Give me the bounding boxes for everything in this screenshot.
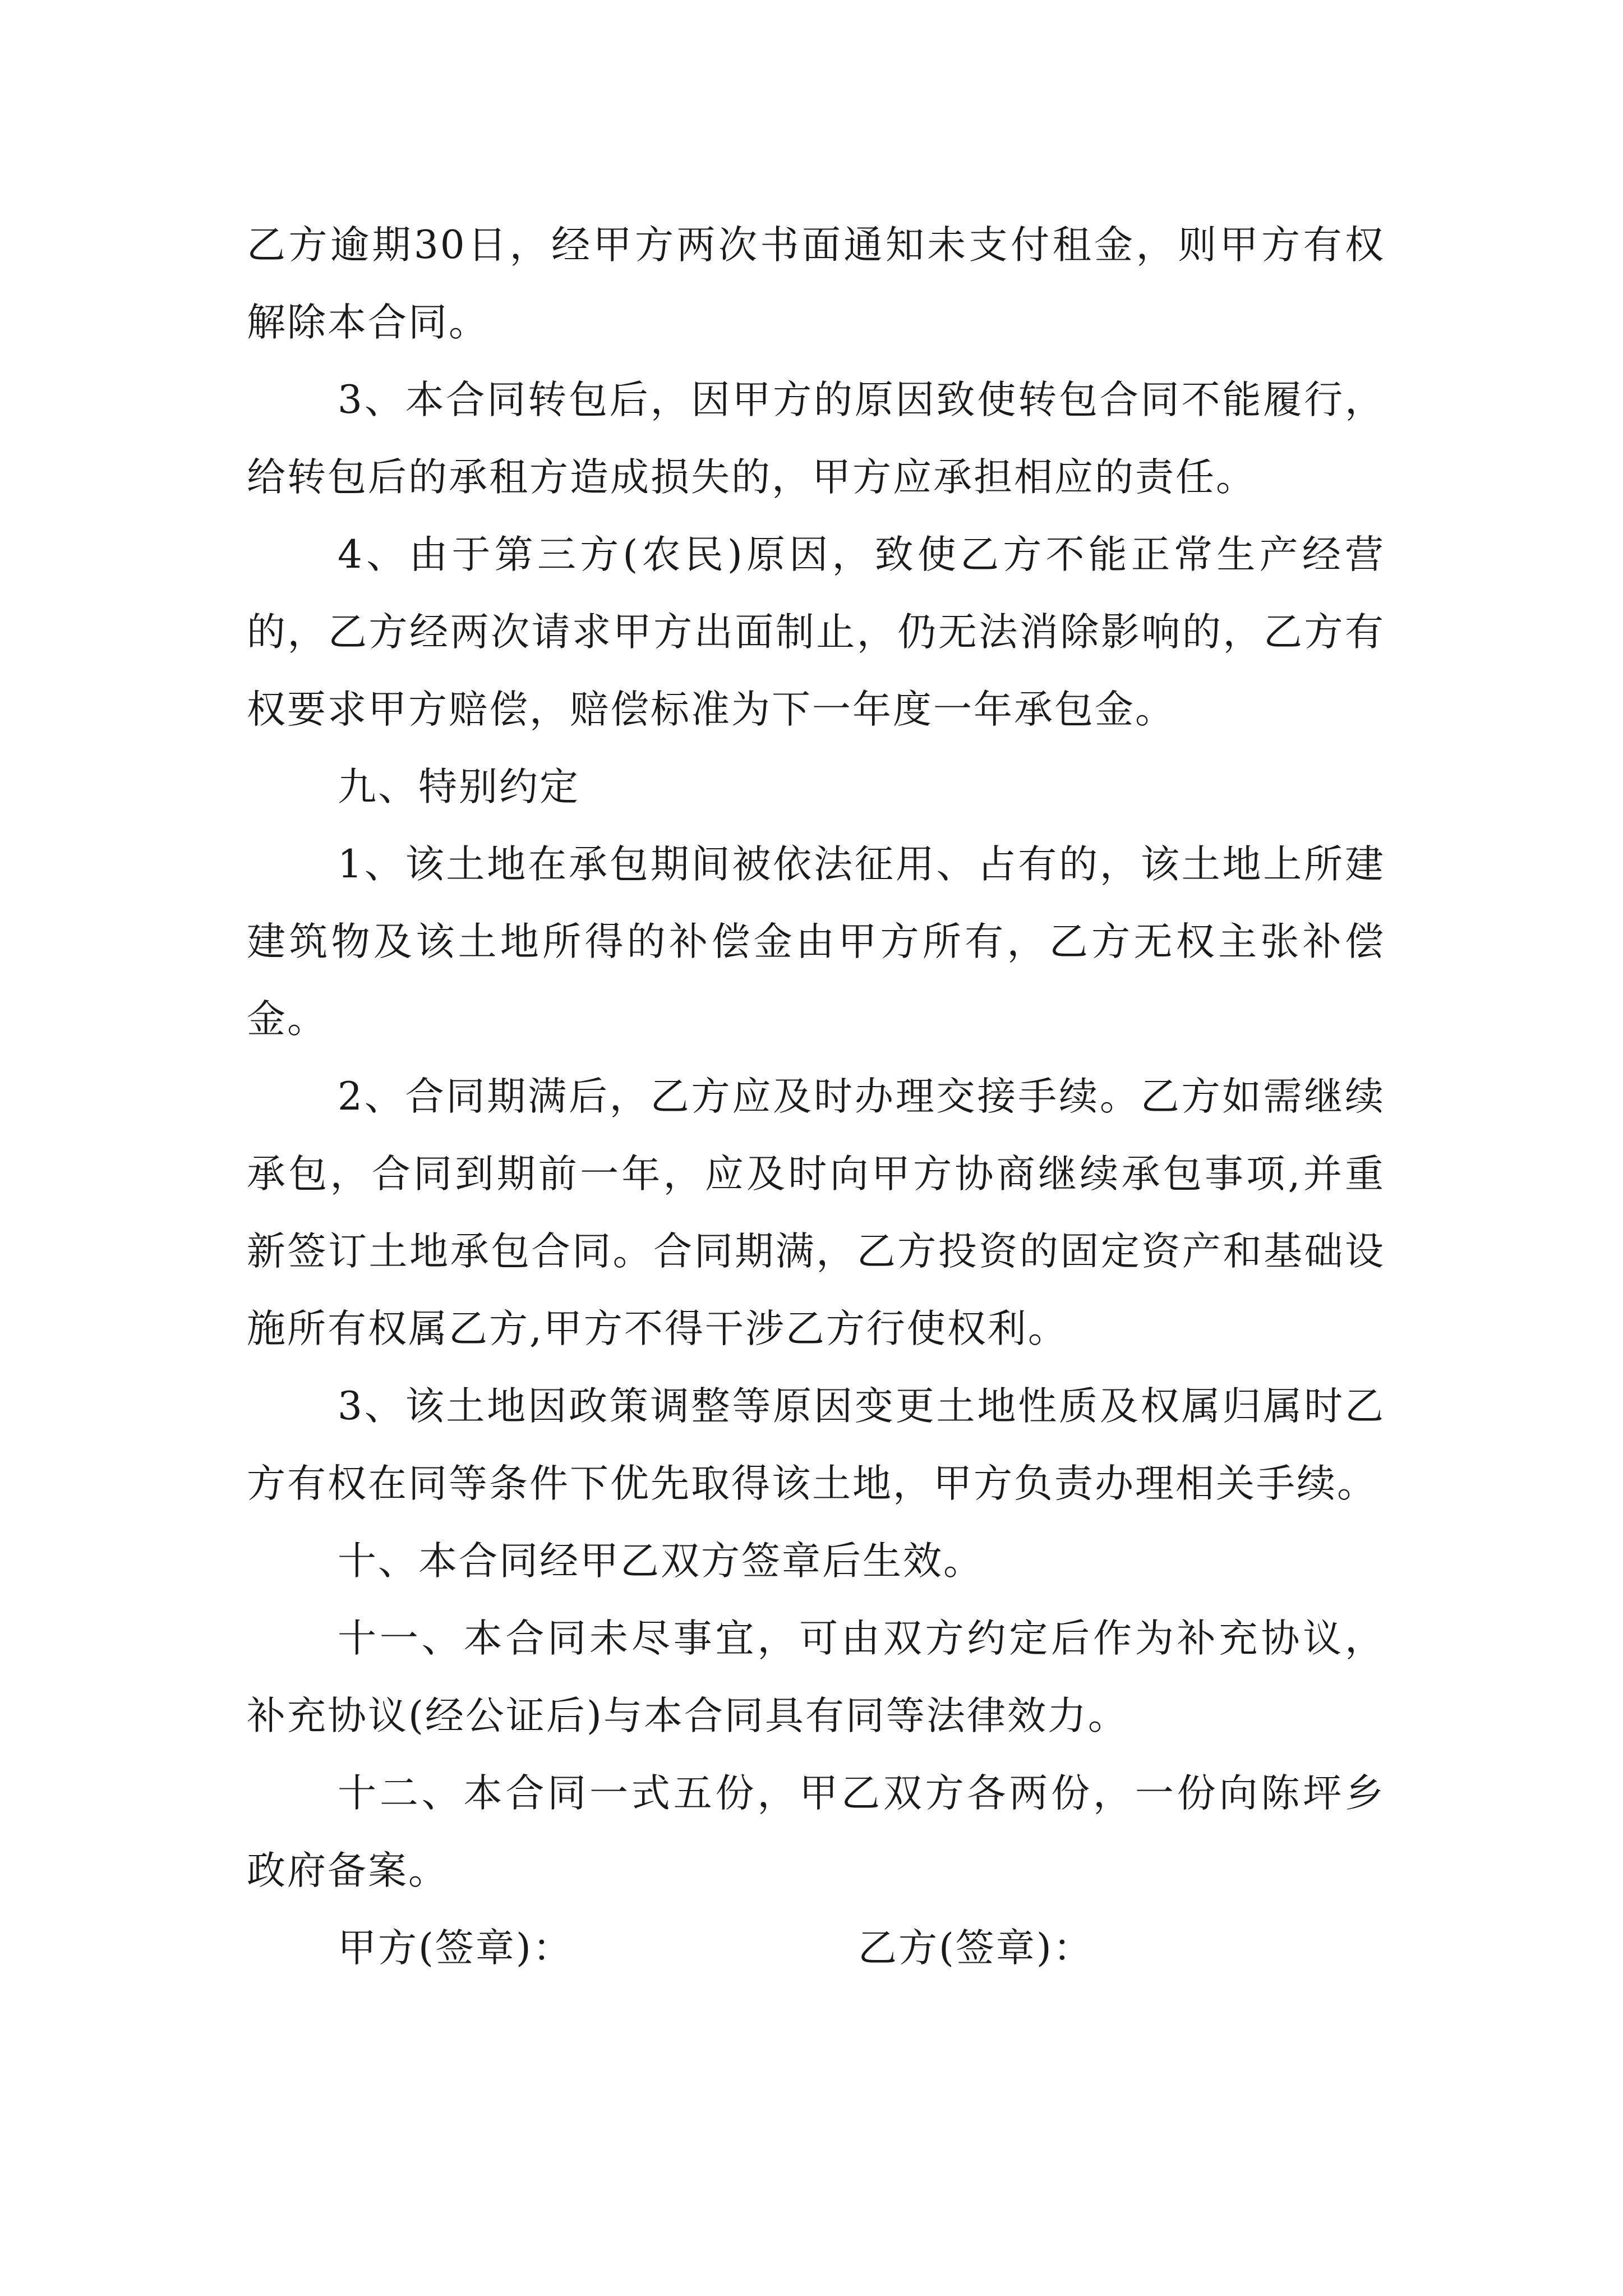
paragraph-clause-10-effective: 十、本合同经甲乙双方签章后生效。 [338, 1539, 984, 1584]
paragraph-special-2-expiry: 2、合同期满后，乙方应及时办理交接手续。乙方如需继续承包，合同到期前一年，应及时向甲方协商继续承包事项,并重新签订土地承包合同。合同期满，乙方投资的固定资产和基础设施所有权属乙方,甲方不得干涉乙方行使权利。 [247, 1074, 1385, 1351]
paragraph-clause-3-subcontract: 3、本合同转包后，因甲方的原因致使转包合同不能履行，给转包后的承租方造成损失的，甲方应承担相应的责任。 [247, 378, 1385, 500]
party-b-signature-label: 乙方(签章)： [858, 1926, 1094, 1971]
paragraph-clause-4-third-party: 4、由于第三方(农民)原因，致使乙方不能正常生产经营的，乙方经两次请求甲方出面制止，仍无法消除影响的，乙方有权要求甲方赔偿，赔偿标准为下一年度一年承包金。 [247, 532, 1385, 732]
paragraph-special-1-expropriation: 1、该土地在承包期间被依法征用、占有的，该土地上所建建筑物及该土地所得的补偿金由甲方所有，乙方无权主张补偿金。 [247, 842, 1385, 1042]
paragraph-overdue-rent: 乙方逾期30日，经甲方两次书面通知未支付租金，则甲方有权解除本合同。 [247, 223, 1385, 345]
section-heading-special-agreement: 九、特别约定 [338, 765, 580, 809]
paragraph-clause-11-supplement: 十一、本合同未尽事宜，可由双方约定后作为补充协议，补充协议(经公证后)与本合同具有同等法律效力。 [247, 1616, 1385, 1738]
party-a-signature-label: 甲方(签章)： [338, 1926, 573, 1971]
contract-body [247, 206, 1385, 1987]
signature-row [247, 1910, 1385, 1987]
paragraph-clause-12-copies: 十二、本合同一式五份，甲乙双方各两份，一份向陈坪乡政府备案。 [247, 1771, 1385, 1893]
paragraph-special-3-policy-change: 3、该土地因政策调整等原因变更土地性质及权属归属时乙方有权在同等条件下优先取得该土地，甲方负责办理相关手续。 [247, 1384, 1385, 1506]
